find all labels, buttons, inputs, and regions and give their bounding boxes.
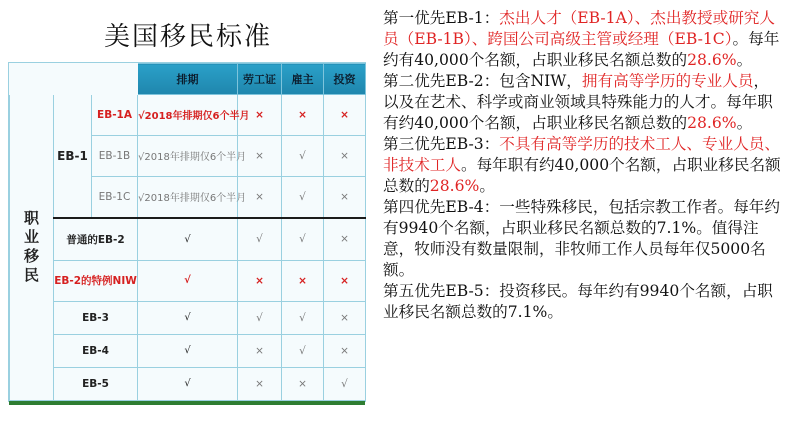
cell-employer: √ [282,135,324,176]
group-label: EB-1 [54,95,92,219]
row-label: EB-1A [92,95,138,136]
cell-schedule: √ [138,260,238,301]
cell-labor: × [238,176,282,218]
table-row [10,334,366,367]
cell-schedule: √ [138,218,238,260]
row-label: EB-2的特例NIW [54,260,138,301]
cell-investment: × [324,176,366,218]
cell-labor: × [238,260,282,301]
table-row [10,260,366,301]
paragraph-lead: 第四优先EB-4：一些特殊移民，包括宗教工作者。每年约有9940个名额，占职业移民名额总数的7.1%。值得注意，牧师没有数量限制，非牧师工作人员每年仅5000名额。 [383,198,780,279]
row-label: 普通的EB-2 [54,218,138,260]
cell-labor: √ [238,218,282,260]
paragraph-mid: 。每年职有约40,000个名额，占职业移民名额总数的 [383,156,781,195]
cell-labor: × [238,95,282,136]
paragraph-pct: 28.6% [687,51,737,69]
cell-investment: × [324,334,366,367]
cell-schedule: √ [138,367,238,400]
table-row [10,367,366,400]
header-schedule: 排期 [138,64,238,95]
paragraph-end: 。 [736,114,753,132]
paragraph-lead: 第一优先EB-1： [383,9,500,27]
paragraph-3 [383,134,783,197]
paragraph-lead: 第三优先EB-3： [383,135,500,153]
paragraph-hl: 杰出人才（EB-1A）、杰出教授或研究人员（EB-1B）、跨国公司高级主管或经理（EB-1C） [383,9,775,48]
cell-employer: × [282,367,324,400]
table-header-row [10,64,366,95]
description-text [383,8,783,323]
header-employer: 雇主 [282,64,324,95]
paragraph-pct: 28.6% [687,114,737,132]
paragraph-2 [383,71,783,134]
cell-labor: × [238,135,282,176]
row-label: EB-4 [54,334,138,367]
cell-labor: √ [238,301,282,334]
row-label: EB-3 [54,301,138,334]
cell-employer: √ [282,218,324,260]
paragraph-mid: ，以及在艺术、科学或商业领域具特殊能力的人才。每年职有约40,000个名额，占职业移民名额总数的 [383,72,773,132]
paragraph-end: 。 [479,177,495,195]
paragraph-4 [383,197,783,281]
cell-schedule: √ [138,301,238,334]
immigration-table-image [8,62,366,402]
table-row [10,218,366,260]
cell-schedule: √2018年排期仅6个半月 [138,95,238,136]
paragraph-pct: 28.6% [429,177,480,195]
cell-schedule: √2018年排期仅6个半月 [138,176,238,218]
cell-employer: × [282,260,324,301]
table-row [10,301,366,334]
paragraph-hl: 不具有高等学历的技术工人、专业人员、非技术工人 [383,135,780,174]
cell-investment: √ [324,367,366,400]
cell-labor: × [238,334,282,367]
cell-investment: × [324,95,366,136]
cell-schedule: √ [138,334,238,367]
cell-labor: × [238,367,282,400]
row-label: EB-1C [92,176,138,218]
row-label: EB-5 [54,367,138,400]
page-title: 美国移民标准 [104,22,273,52]
cell-employer: √ [282,301,324,334]
cell-investment: × [324,260,366,301]
cell-investment: × [324,301,366,334]
paragraph-mid: 。每年约有40,000个名额，占职业移民名额总数的 [383,30,780,69]
paragraph-lead: 第二优先EB-2：包含NIW， [383,72,582,90]
cell-investment: × [324,135,366,176]
cell-employer: √ [282,334,324,367]
cell-employer: √ [282,176,324,218]
paragraph-lead: 第五优先EB-5：投资移民。每年约有9940个名额，占职业移民名额总数的7.1%。 [383,282,773,321]
table-row [10,95,366,136]
paragraph-hl: 拥有高等学历的专业人员 [581,72,754,90]
paragraph-5 [383,281,783,323]
paragraph-end: 。 [736,51,753,69]
immigration-table [9,63,366,401]
row-label: EB-1B [92,135,138,176]
cell-investment: × [324,218,366,260]
paragraph-1 [383,8,783,71]
header-labor-cert: 劳工证 [238,64,282,95]
header-investment: 投资 [324,64,366,95]
cell-employer: × [282,95,324,136]
cell-schedule: √2018年排期仅6个半月 [138,135,238,176]
category-label: 职业移民 [10,95,54,401]
